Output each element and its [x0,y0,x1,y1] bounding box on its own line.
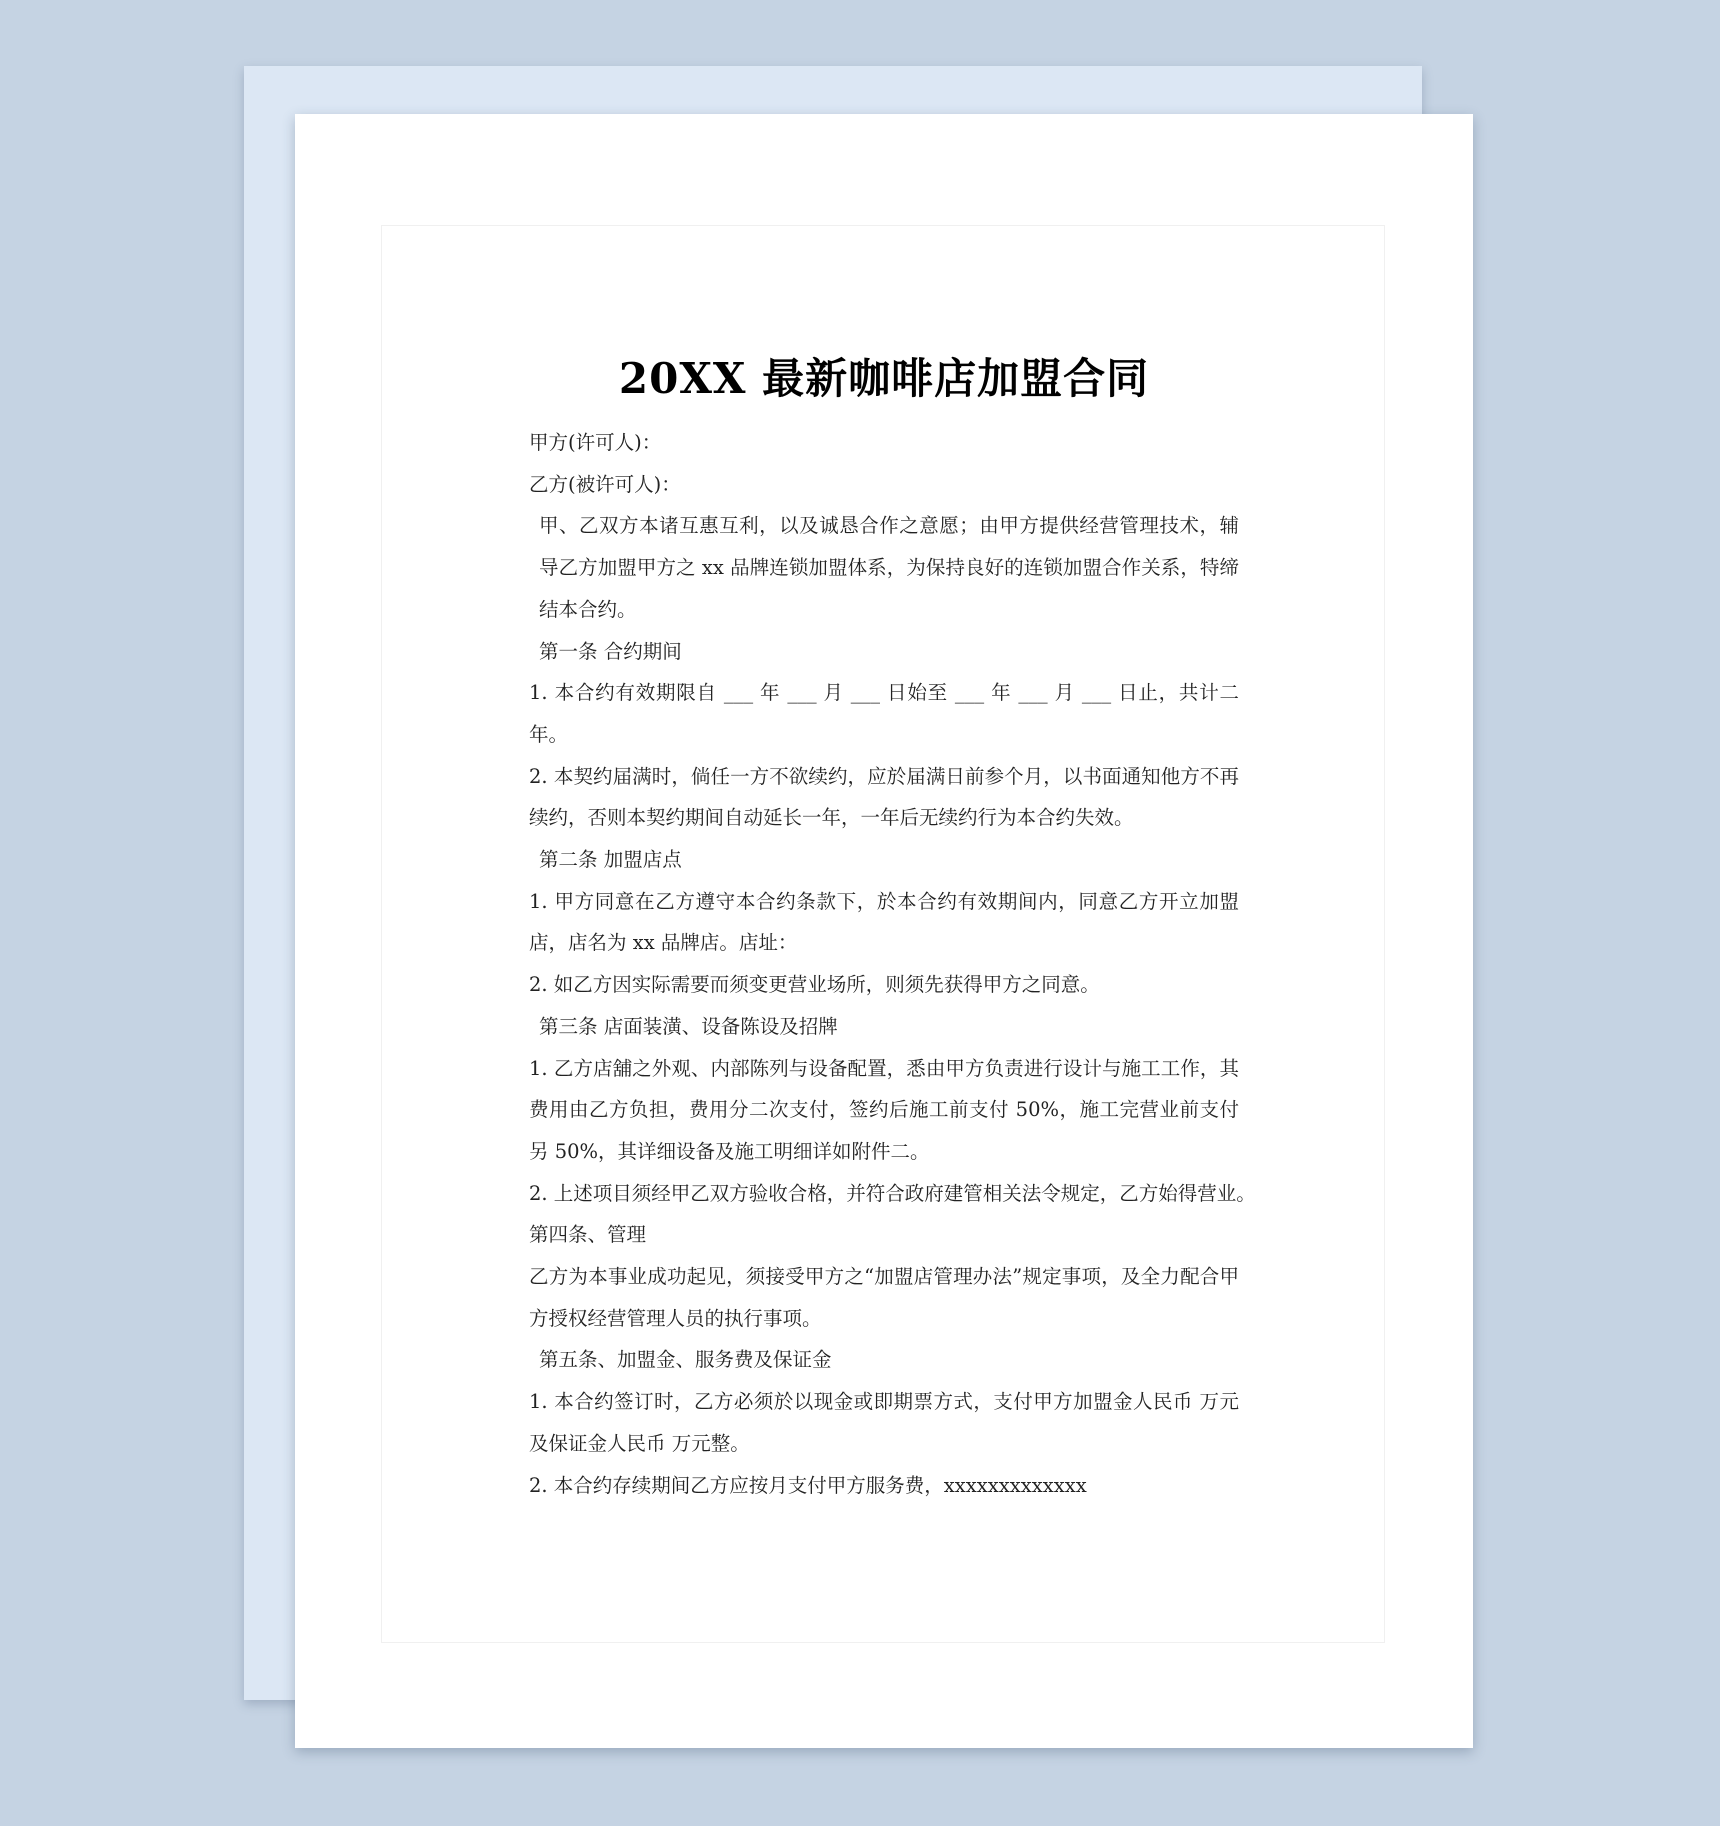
article-1-clause-2: 2. 本契约届满时，倘任一方不欲续约，应於届满日前参个月，以书面通知他方不再续约，否则本契约期间自动延长一年，一年后无续约行为本合约失效。 [529,764,1239,830]
article-3-clause-1: 1. 乙方店舖之外观、内部陈列与设备配置，悉由甲方负责进行设计与施工工作，其费用由乙方负担，费用分二次支付，签约后施工前支付 50%，施工完营业前支付另 50%，其详细设备及施工明细详如附件二。 [529,1056,1239,1163]
party-a-line: 甲方(许可人)： [529,431,662,454]
document-page [295,114,1473,1748]
article-2-heading: 第二条 加盟店点 [539,848,682,872]
article-4-heading: 第四条、管理 [529,1223,647,1247]
article-1-heading: 第一条 合约期间 [539,639,682,663]
preamble-paragraph: 甲、乙双方本诸互惠互利，以及诚恳合作之意愿；由甲方提供经营管理技术，辅导乙方加盟甲方之 xx 品牌连锁加盟体系，为保持良好的连锁加盟合作关系，特缔结本合约。 [539,514,1239,621]
document-title: 20XX 最新咖啡店加盟合同 [618,354,1150,403]
article-2-clause-2: 2. 如乙方因实际需要而须变更营业场所，则须先获得甲方之同意。 [529,973,1100,997]
document-body [529,350,1256,1506]
article-1-clause-1: 1. 本合约有效期限自 ___ 年 ___ 月 ___ 日始至 ___ 年 ___ 月 ___ 日止，共计二年。 [529,681,1239,746]
article-5-heading: 第五条、加盟金、服务费及保证金 [539,1348,832,1372]
article-5-clause-2: 2. 本合约存续期间乙方应按月支付甲方服务费，xxxxxxxxxxxxx [529,1473,1087,1497]
article-3-heading: 第三条 店面装潢、设备陈设及招牌 [539,1014,838,1038]
party-b-line: 乙方(被许可人)： [529,472,681,496]
article-2-clause-1: 1. 甲方同意在乙方遵守本合约条款下，於本合约有效期间内，同意乙方开立加盟店，店名为 xx 品牌店。店址： [529,889,1239,955]
paragraph-list [529,422,1256,1506]
article-5-clause-1: 1. 本合约签订时，乙方必须於以现金或即期票方式，支付甲方加盟金人民币 万元及保证金人民币 万元整。 [529,1390,1239,1455]
article-3-clause-2: 2. 上述项目须经甲乙双方验收合格，并符合政府建管相关法令规定，乙方始得营业。 [529,1181,1256,1205]
article-4-body: 乙方为本事业成功起见，须接受甲方之“加盟店管理办法”规定事项，及全力配合甲方授权经营管理人员的执行事项。 [529,1265,1239,1330]
